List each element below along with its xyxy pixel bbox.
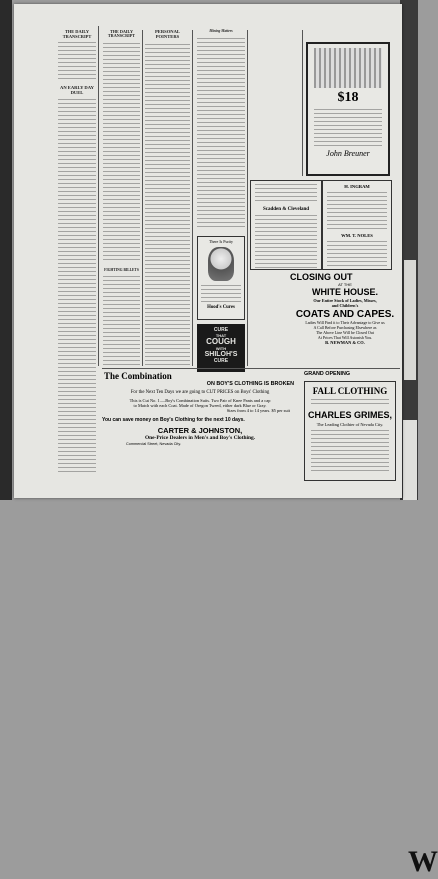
masthead-col2: THE DAILY TRANSCRIPT [107,29,136,39]
article-text [58,99,96,473]
ad-carter-johnston: The Combination ON BOY'S CLOTHING IS BROKEN For the Next Ten Days we are going to CUT PRICES on Boys' Clothing This is Cut No. 1.—Boy's Combination Suits. Two Pair of Knee Pants and a cap to Match with each Coat. Made of Oregon Tweed, either dark Blue or Gray. Sizes from 4 to 14 years. $5 per suit You can save money on Boy's Clothing for the next 10 days. CARTER & JOHNSTON, One-Price Dealers in Men's and Boy's Clothing. Commercial Street, Nevada City. [102,371,294,446]
ad-hoods: There Is Purity Hood's Cures [197,236,245,320]
article-text [197,38,245,230]
ad-breuner-name: John Breuner [326,149,370,158]
masthead-col1: THE DAILY TRANSCRIPT [62,29,92,39]
column-1 [58,30,96,466]
left-page-edge [0,0,12,500]
ad-breuner [306,42,390,176]
portrait-image [208,247,234,281]
column-3 [145,30,190,366]
headline-fighting-billets: FIGHTING BILLETS [104,267,139,272]
column-4 [197,30,245,366]
article-text [103,43,140,263]
column-2 [103,30,140,366]
ad-price: $18 [337,90,359,105]
headline-mining: Mining Matters [209,29,233,33]
ad-scadden: Scadden & Cleveland [250,180,322,270]
newspaper-page [14,4,402,498]
ad-charles-grimes: GRAND OPENING FALL CLOTHING CHARLES GRIMES, The Leading Clothier of Nevada City. [302,371,398,483]
ad-white-house: CLOSING OUT AT THE WHITE HOUSE. Our Entire Stock of Ladies, Misses, and Children's COATS AND CAPES. Ladies Will Find it to Their Advantage to Give us A Call Before Purchasing Elsewhere as The Above Line Will be Closed Out At Prices That Will Astonish You. B. NEWMAN & CO. [290,272,395,345]
ad-ingram: H. INGRAM WM. T. NOLES [322,180,392,270]
furniture-image [314,48,382,88]
right-page-edge: W [400,0,418,500]
article-text [145,44,190,366]
headline-personal-pointers: PERSONAL POINTERS [154,29,180,39]
headline-early-day-duel: AN EARLY DAY DUEL [60,85,94,96]
ad-shiloh: CURE THAT COUGH WITH SHILOH'S CURE [197,324,245,372]
